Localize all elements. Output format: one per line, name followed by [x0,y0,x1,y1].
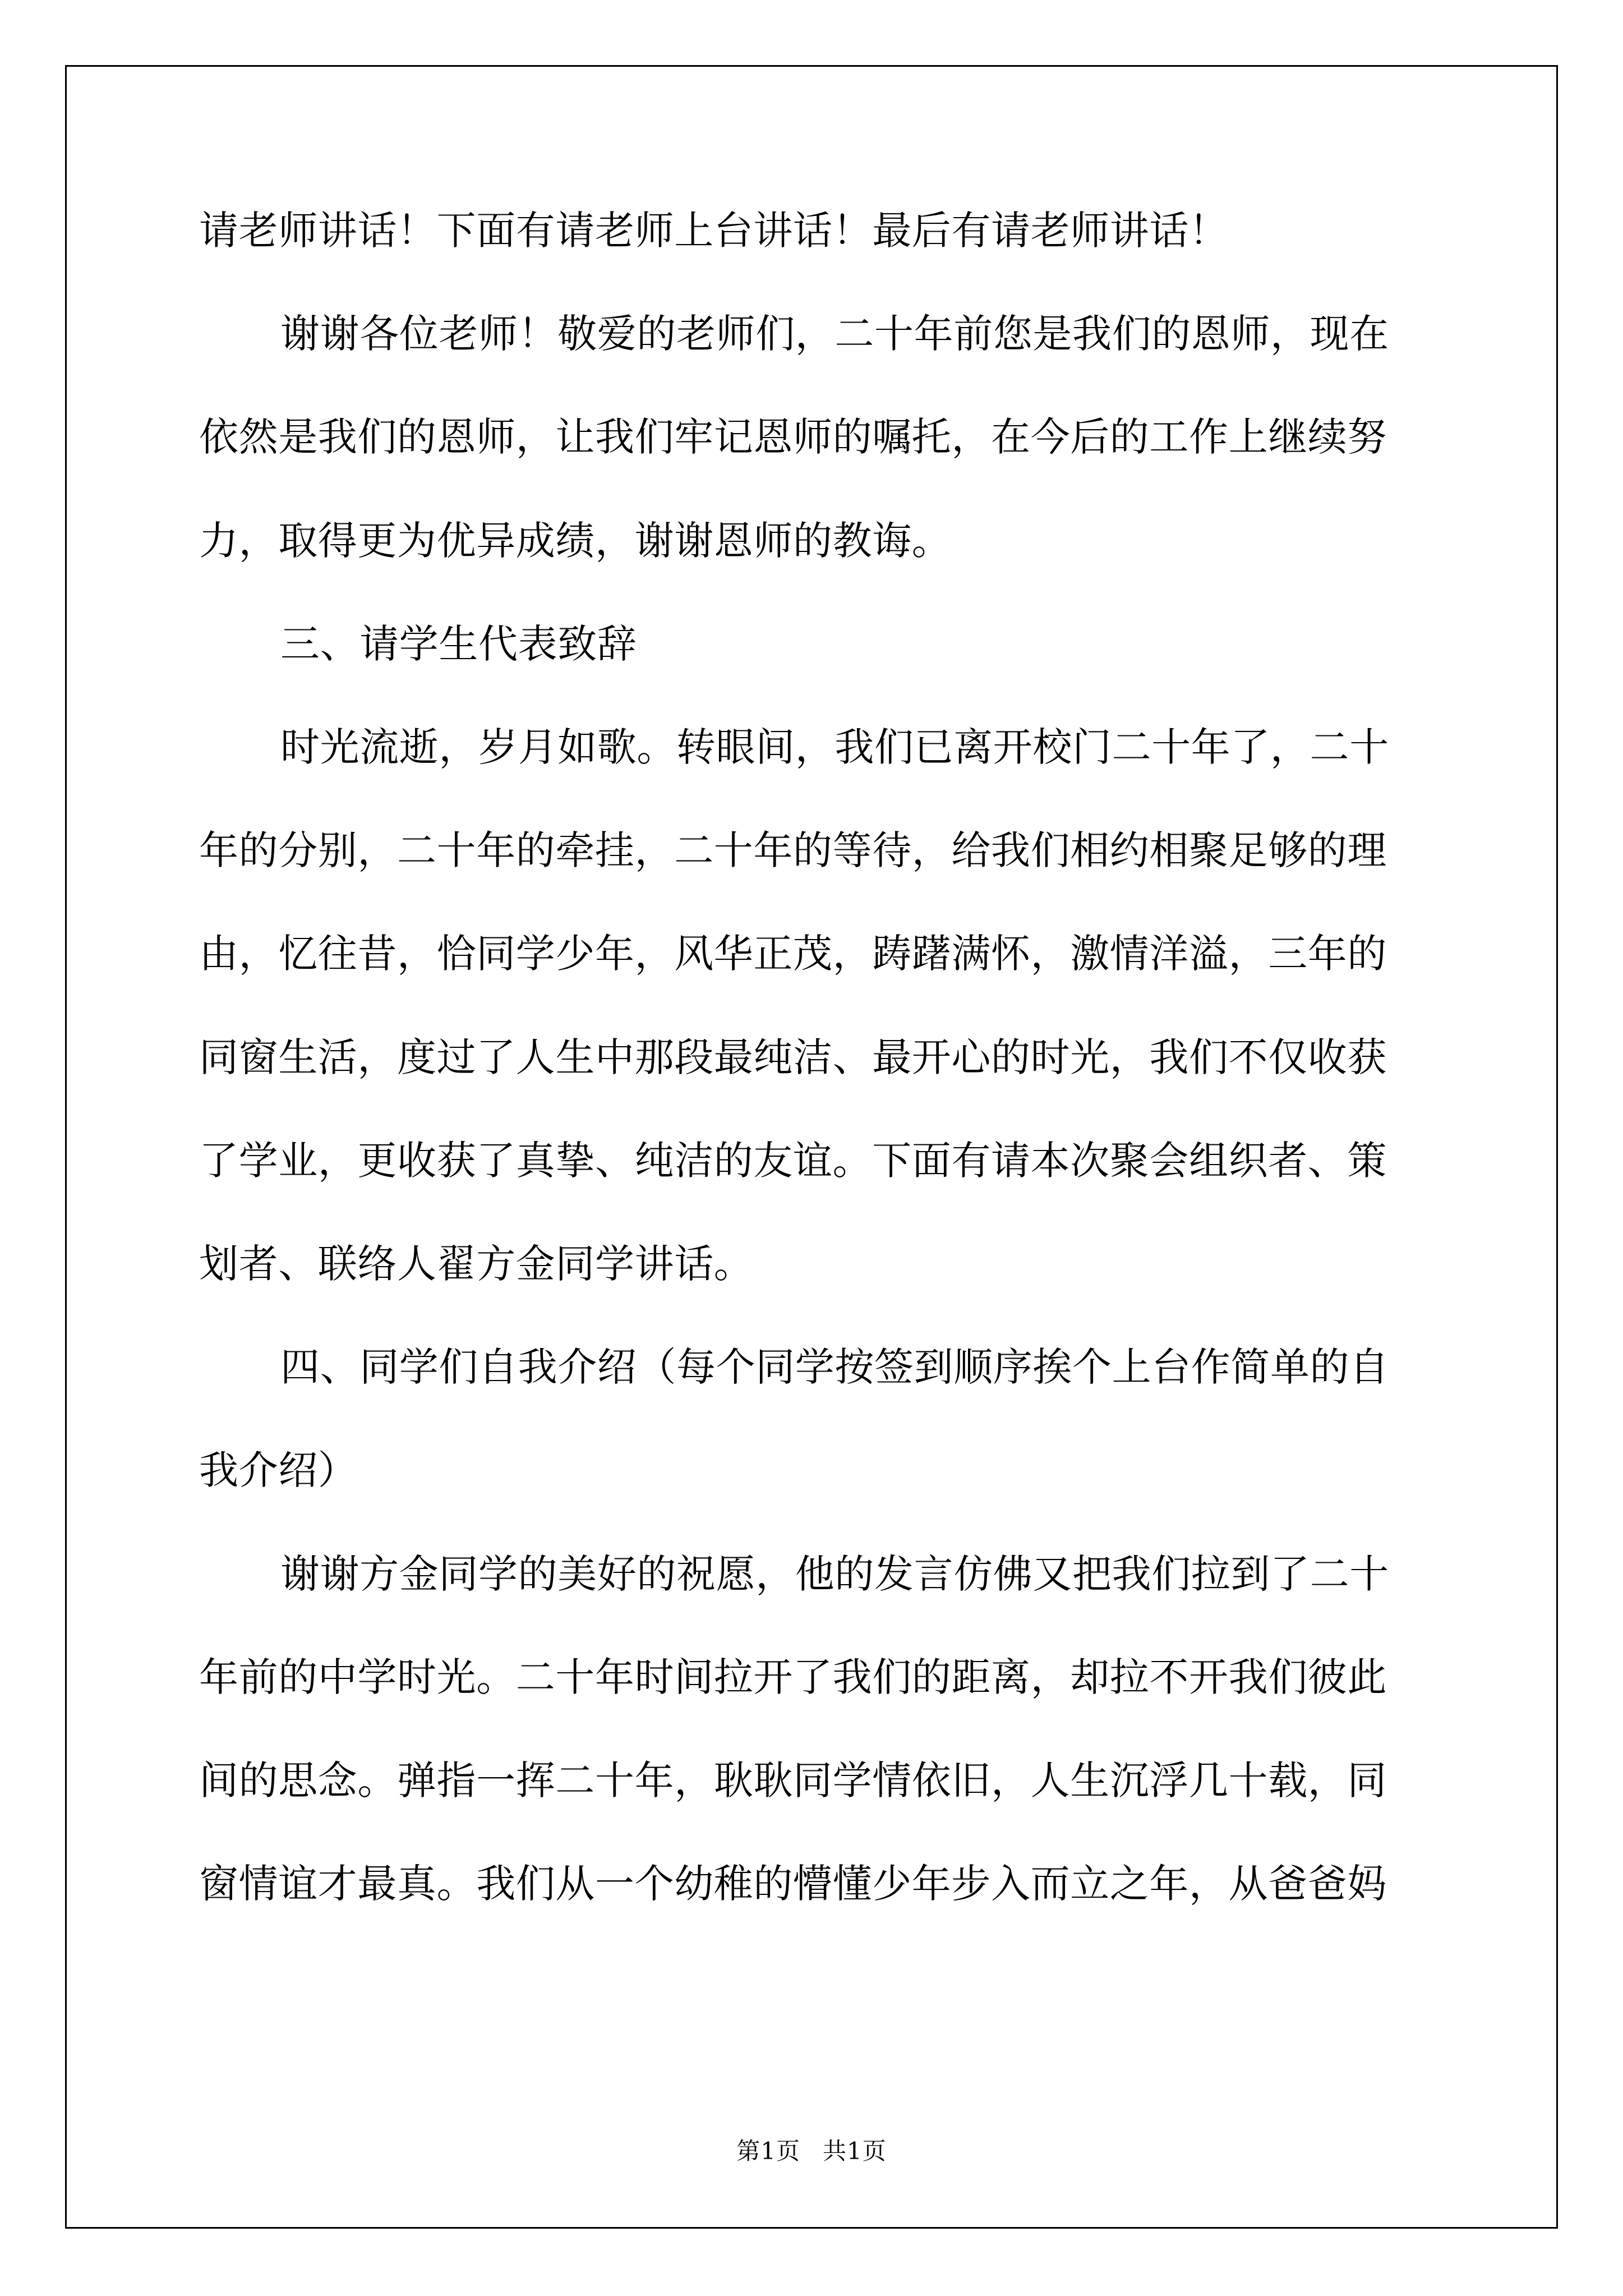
text-line: 我介绍） [199,1447,358,1493]
section-heading: 四、同学们自我介绍（每个同学按签到顺序挨个上台作简单的自 [280,1344,1389,1390]
text-line: 依然是我们的恩师，让我们牢记恩师的嘱托，在今后的工作上继续努 [199,414,1387,460]
text-line: 间的思念。弹指一挥二十年，耿耿同学情依旧，人生沉浮几十载，同 [199,1757,1387,1803]
section-heading: 三、请学生代表致辞 [280,621,637,667]
text-line: 力，取得更为优异成绩，谢谢恩师的教诲。 [199,518,952,564]
text-line: 谢谢各位老师！敬爱的老师们，二十年前您是我们的恩师，现在 [280,311,1389,357]
text-line: 同窗生活，度过了人生中那段最纯洁、最开心的时光，我们不仅收获 [199,1034,1387,1080]
text-line: 年前的中学时光。二十年时间拉开了我们的距离，却拉不开我们彼此 [199,1654,1387,1700]
page-total: 共1页 [823,2137,887,2165]
page-number: 第1页 [736,2137,800,2165]
text-line: 年的分别，二十年的牵挂，二十年的等待，给我们相约相聚足够的理 [199,827,1387,873]
text-line: 窗情谊才最真。我们从一个幼稚的懵懂少年步入而立之年，从爸爸妈 [199,1861,1387,1907]
text-line: 由，忆往昔，恰同学少年，风华正茂，踌躇满怀，激情洋溢，三年的 [199,931,1387,977]
text-line: 谢谢方金同学的美好的祝愿，他的发言仿佛又把我们拉到了二十 [280,1551,1389,1597]
page-footer [0,2133,1623,2166]
text-line: 请老师讲话！下面有请老师上台讲话！最后有请老师讲话！ [199,208,1229,254]
text-line: 划者、联络人翟方金同学讲话。 [199,1241,754,1287]
text-line: 时光流逝，岁月如歌。转眼间，我们已离开校门二十年了，二十 [280,724,1389,770]
text-line: 了学业，更收获了真挚、纯洁的友谊。下面有请本次聚会组织者、策 [199,1138,1387,1184]
